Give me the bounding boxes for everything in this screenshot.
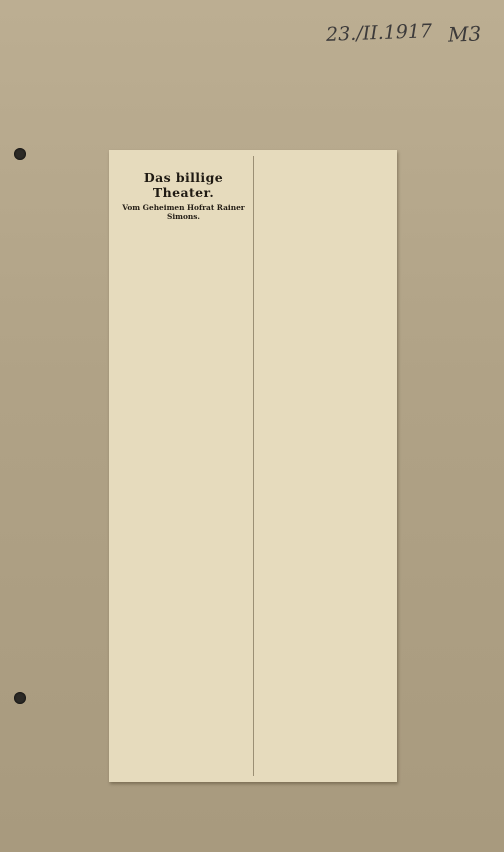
handwritten-date: 23./II.1917 bbox=[325, 20, 433, 46]
article-byline: Vom Geheimen Hofrat Rainer Simons. bbox=[122, 203, 245, 221]
punch-hole bbox=[14, 692, 26, 704]
newspaper-clipping bbox=[109, 150, 397, 782]
punch-hole bbox=[14, 148, 26, 160]
handwritten-archive-number: M3 bbox=[447, 21, 482, 47]
article-column-left bbox=[115, 170, 252, 774]
article-column-right bbox=[256, 170, 393, 774]
column-rule bbox=[253, 156, 254, 776]
article-headline: Das billige Theater. bbox=[143, 170, 224, 200]
